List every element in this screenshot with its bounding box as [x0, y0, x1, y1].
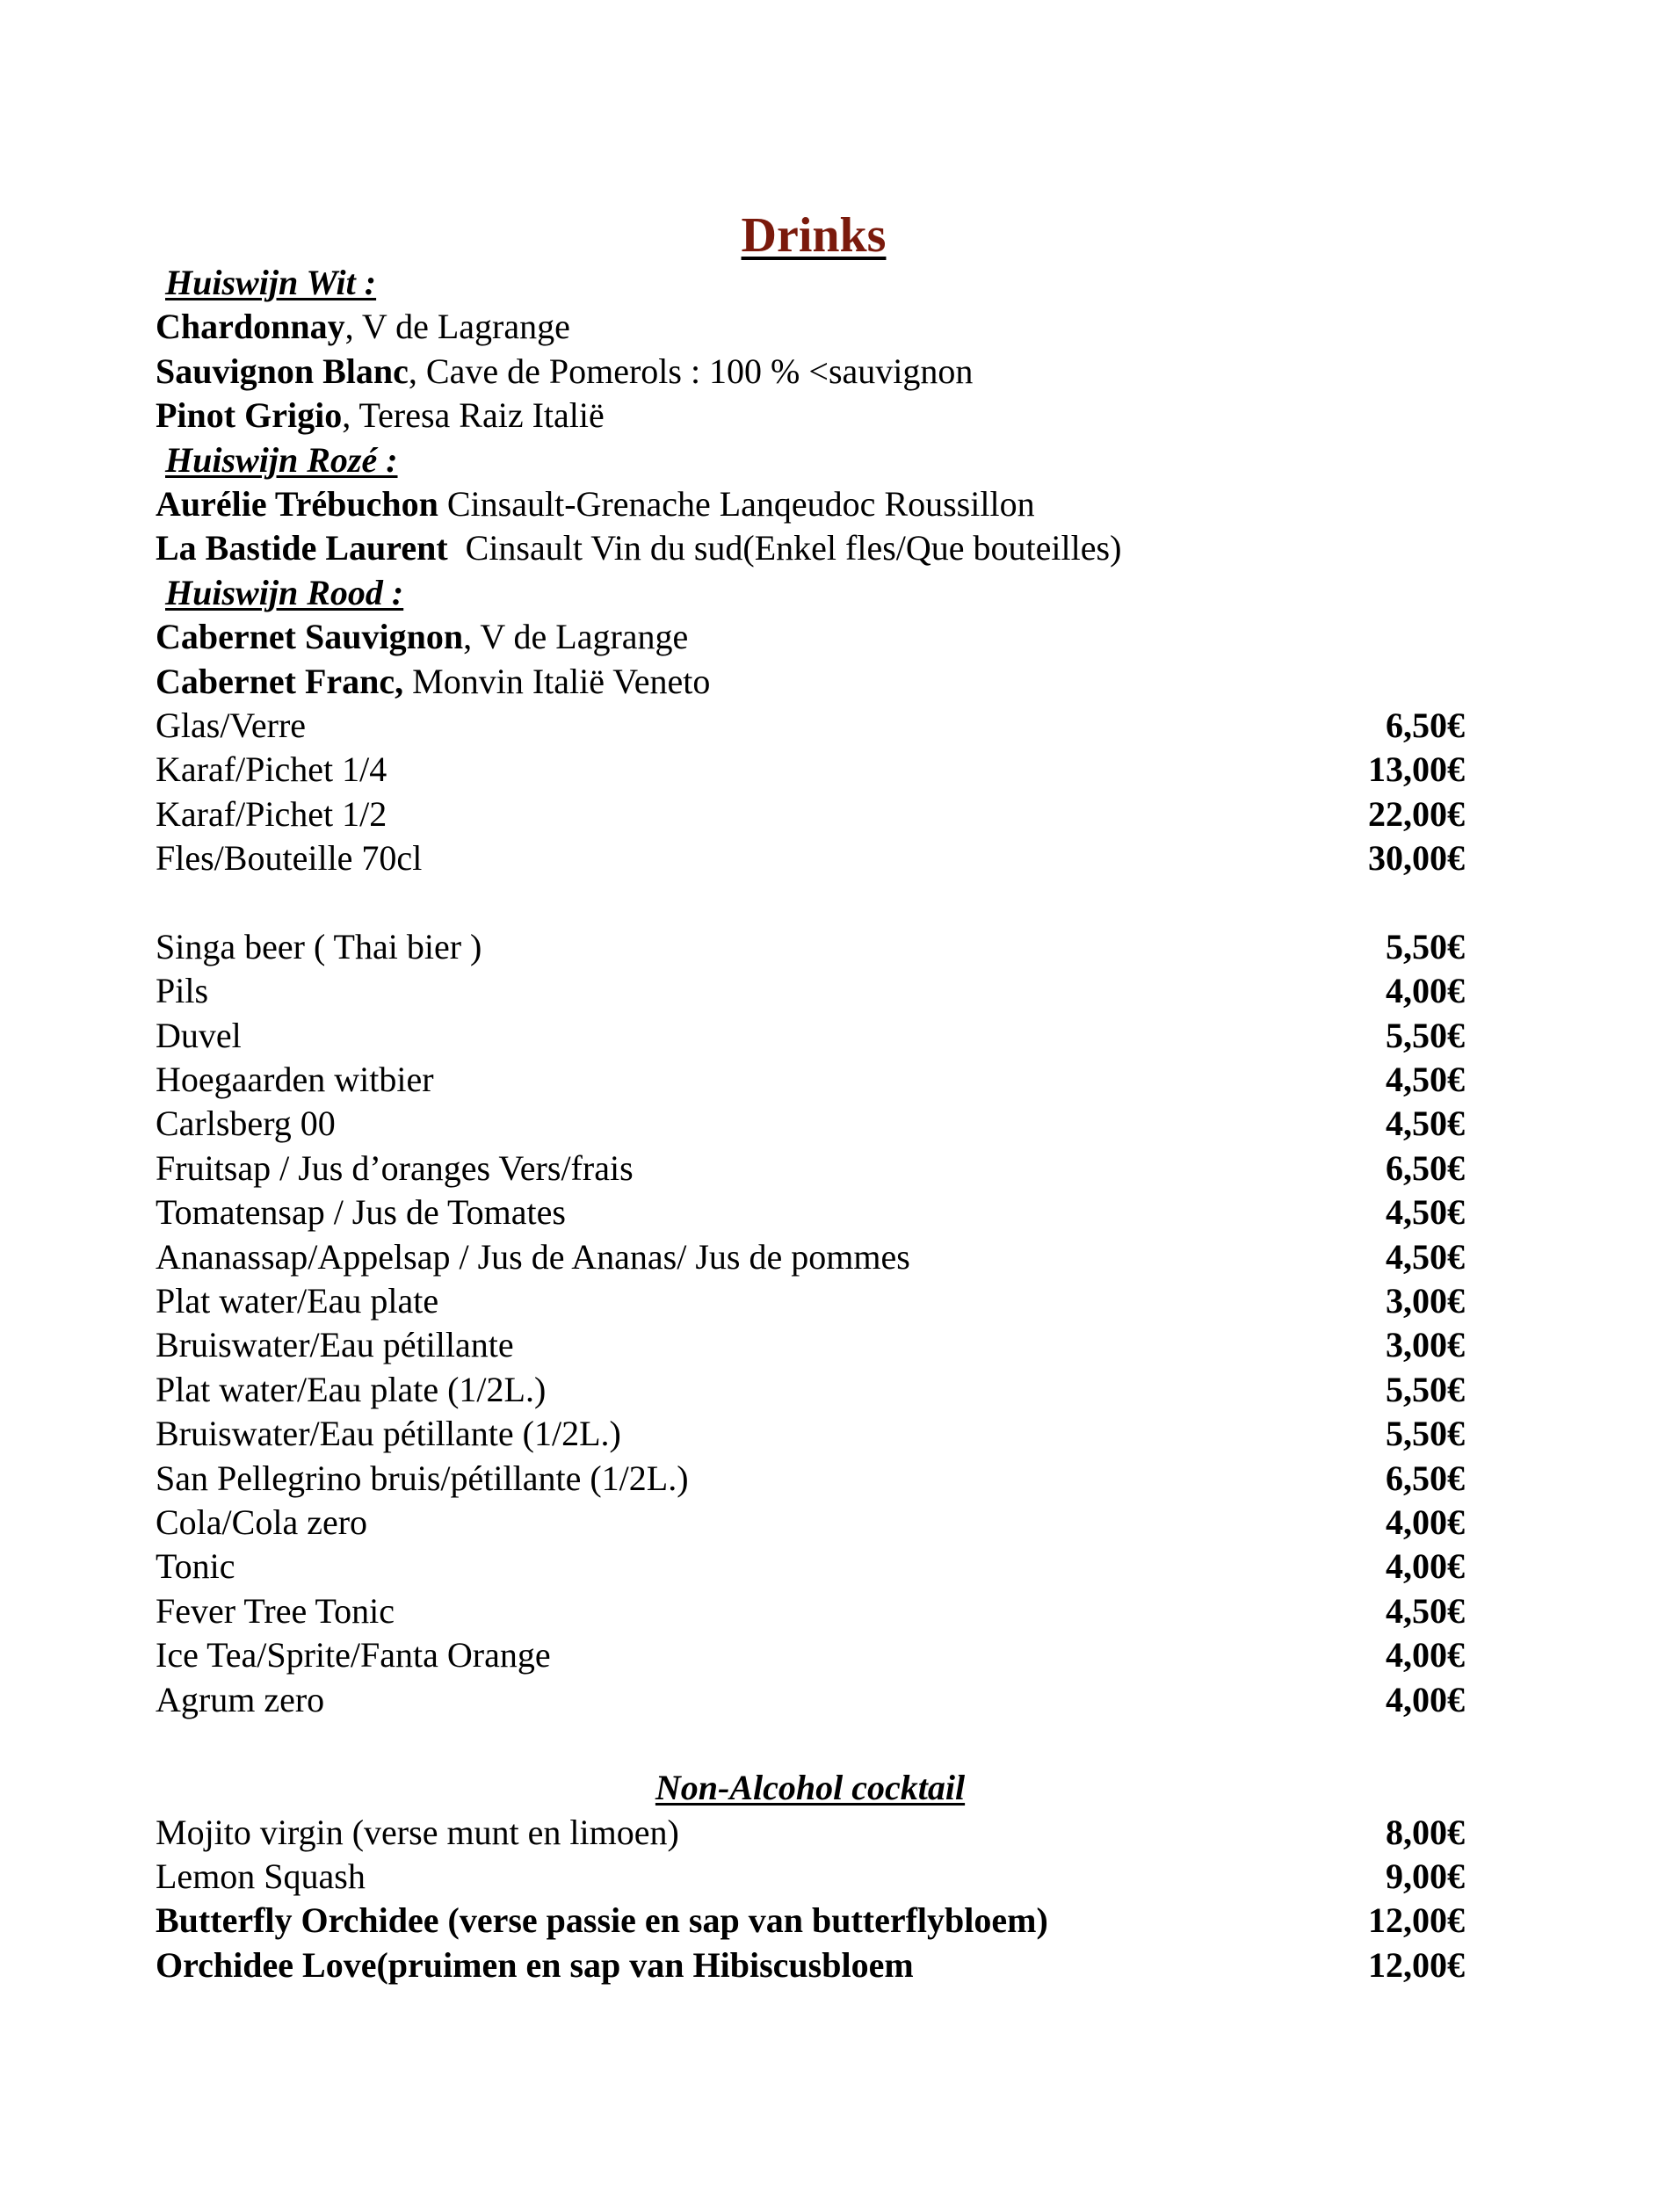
drink-row	[156, 1190, 1465, 1234]
item-name: Fever Tree Tonic	[156, 1590, 395, 1631]
wine-item	[156, 305, 1465, 349]
wine-item	[156, 482, 1465, 526]
item-name: Mojito virgin (verse munt en limoen)	[156, 1812, 679, 1852]
item-price: 4,50€	[1386, 1236, 1465, 1277]
page-title	[0, 207, 1627, 264]
drink-row	[156, 1633, 1465, 1677]
item-price: 4,00€	[1386, 1635, 1465, 1675]
item-name: Ice Tea/Sprite/Fanta Orange	[156, 1635, 551, 1675]
cocktail-row	[156, 1899, 1465, 1943]
wine-item	[156, 350, 1465, 394]
section-header-white-wine: Huiswijn Wit :	[165, 263, 377, 302]
drink-row	[156, 1147, 1465, 1190]
wine-name: Cabernet Franc,	[156, 661, 404, 701]
item-name: Cola/Cola zero	[156, 1502, 368, 1542]
drink-row	[156, 1412, 1465, 1456]
item-price: 4,50€	[1386, 1590, 1465, 1631]
item-price: 5,50€	[1386, 1369, 1465, 1409]
item-name: Duvel	[156, 1015, 242, 1055]
cocktail-list	[156, 1811, 1465, 1988]
wine-detail: Cinsault-Grenache Lanqeudoc Roussillon	[438, 483, 1035, 524]
item-price: 4,00€	[1386, 1546, 1465, 1587]
item-price: 8,00€	[1386, 1812, 1465, 1852]
item-price: 3,00€	[1386, 1325, 1465, 1365]
item-price: 4,50€	[1386, 1104, 1465, 1144]
item-price: 13,00€	[1368, 749, 1465, 790]
item-name: Carlsberg 00	[156, 1104, 336, 1144]
item-name: Bruiswater/Eau pétillante (1/2L.)	[156, 1414, 621, 1454]
item-name: Plat water/Eau plate (1/2L.)	[156, 1369, 547, 1409]
item-name: Singa beer ( Thai bier )	[156, 926, 482, 966]
item-price: 30,00€	[1368, 838, 1465, 879]
item-name: San Pellegrino bruis/pétillante (1/2L.)	[156, 1458, 689, 1498]
section-header-red-wine: Huiswijn Rood :	[165, 572, 404, 612]
item-name: Karaf/Pichet 1/4	[156, 749, 387, 790]
item-name: Plat water/Eau plate	[156, 1280, 439, 1321]
wine-name: Cabernet Sauvignon	[156, 617, 464, 657]
drink-row	[156, 1235, 1465, 1279]
item-name: Fles/Bouteille 70cl	[156, 838, 423, 879]
section-header-cocktails: Non-Alcohol cocktail	[655, 1768, 966, 1808]
spacer	[156, 880, 1465, 924]
item-price: 12,00€	[1368, 1944, 1465, 1985]
item-price: 5,50€	[1386, 1015, 1465, 1055]
item-name: Pils	[156, 971, 209, 1011]
menu-content	[156, 261, 1465, 1987]
drink-row	[156, 1102, 1465, 1146]
item-name: Hoegaarden witbier	[156, 1060, 434, 1100]
drink-row	[156, 1589, 1465, 1633]
wine-price-row	[156, 748, 1465, 792]
drink-row	[156, 1368, 1465, 1412]
item-name: Glas/Verre	[156, 705, 307, 745]
item-price: 6,50€	[1386, 1458, 1465, 1498]
wine-name: Pinot Grigio	[156, 395, 343, 436]
item-name: Fruitsap / Jus d’oranges Vers/frais	[156, 1147, 634, 1188]
drink-row	[156, 1501, 1465, 1545]
wine-price-row	[156, 792, 1465, 836]
wine-name: La Bastide Laurent	[156, 528, 448, 568]
drink-row	[156, 925, 1465, 969]
item-price: 4,00€	[1386, 971, 1465, 1011]
drink-row	[156, 1014, 1465, 1058]
item-price: 22,00€	[1368, 793, 1465, 834]
drink-row	[156, 1678, 1465, 1722]
item-price: 4,00€	[1386, 1679, 1465, 1719]
wine-price-row	[156, 704, 1465, 748]
title-text: Drinks	[741, 208, 887, 263]
item-price: 3,00€	[1386, 1280, 1465, 1321]
wine-detail: Cinsault Vin du sud(Enkel fles/Que bouteilles)	[447, 528, 1122, 568]
item-price: 9,00€	[1386, 1856, 1465, 1897]
drink-row	[156, 1323, 1465, 1367]
spacer	[156, 1722, 1465, 1766]
wine-name: Sauvignon Blanc	[156, 351, 409, 391]
wine-price-row	[156, 836, 1465, 880]
item-price: 4,00€	[1386, 1502, 1465, 1542]
item-price: 6,50€	[1386, 705, 1465, 745]
item-name: Orchidee Love(pruimen en sap van Hibiscusbloem	[156, 1944, 914, 1985]
item-name: Karaf/Pichet 1/2	[156, 793, 387, 834]
wine-item	[156, 526, 1465, 570]
wine-name: Aurélie Trébuchon	[156, 483, 438, 524]
item-price: 5,50€	[1386, 1414, 1465, 1454]
cocktail-row	[156, 1811, 1465, 1855]
wine-detail: , V de Lagrange	[463, 617, 689, 657]
wine-item	[156, 660, 1465, 704]
wine-detail: , Teresa Raiz Italië	[342, 395, 605, 436]
item-name: Lemon Squash	[156, 1856, 366, 1897]
wine-item	[156, 615, 1465, 659]
section-header-rose-wine: Huiswijn Rozé :	[165, 439, 398, 480]
drink-row	[156, 1279, 1465, 1323]
item-price: 4,50€	[1386, 1060, 1465, 1100]
item-name: Ananassap/Appelsap / Jus de Ananas/ Jus de pommes	[156, 1236, 910, 1277]
drink-row	[156, 1058, 1465, 1102]
wine-detail: , Cave de Pomerols : 100 % <sauvignon	[408, 351, 974, 391]
item-price: 4,50€	[1386, 1192, 1465, 1233]
wine-detail: Monvin Italië Veneto	[403, 661, 711, 701]
cocktail-row	[156, 1855, 1465, 1899]
drink-row	[156, 1457, 1465, 1501]
item-name: Agrum zero	[156, 1679, 325, 1719]
cocktail-row	[156, 1943, 1465, 1987]
item-name: Butterfly Orchidee (verse passie en sap van butterflybloem)	[156, 1900, 1048, 1941]
drink-row	[156, 1545, 1465, 1588]
wine-name: Chardonnay	[156, 307, 345, 347]
item-price: 12,00€	[1368, 1900, 1465, 1941]
item-price: 5,50€	[1386, 926, 1465, 966]
wine-item	[156, 394, 1465, 438]
item-name: Bruiswater/Eau pétillante	[156, 1325, 514, 1365]
item-name: Tonic	[156, 1546, 235, 1587]
drinks-list	[156, 925, 1465, 1722]
item-name: Tomatensap / Jus de Tomates	[156, 1192, 566, 1233]
item-price: 6,50€	[1386, 1147, 1465, 1188]
wine-detail: , V de Lagrange	[344, 307, 570, 347]
drink-row	[156, 969, 1465, 1013]
wine-price-list	[156, 704, 1465, 881]
